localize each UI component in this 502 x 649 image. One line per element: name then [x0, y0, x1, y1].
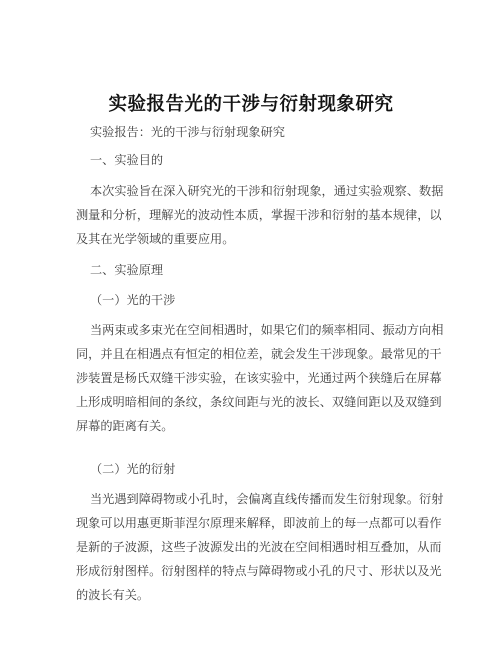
- paragraph-line: 当光遇到障碍物或小孔时，会偏离直线传播而发生衍射现象。衍射: [90, 492, 444, 506]
- document-subtitle: 实验报告：光的干涉与衍射现象研究: [90, 125, 285, 139]
- paragraph-line: 同，并且在相遇点有恒定的相位差，就会发生干涉现象。最常见的干: [76, 347, 442, 361]
- section-heading-purpose: 一、实验目的: [90, 153, 164, 167]
- paragraph-purpose: [76, 183, 444, 255]
- paragraph-line: 现象可以用惠更斯菲涅尔原理来解释，即波前上的每一点都可以看作: [76, 516, 442, 530]
- paragraph-line: 及其在光学领域的重要应用。: [76, 232, 235, 246]
- paragraph-diffraction: [76, 491, 444, 611]
- section-heading-principle: 二、实验原理: [90, 263, 164, 277]
- subsection-heading-diffraction: （二）光的衍射: [90, 462, 176, 476]
- paragraph-line: 是新的子波源，这些子波源发出的光波在空间相遇时相互叠加，从而: [76, 540, 442, 554]
- paragraph-line: 屏幕的距离有关。: [76, 419, 174, 433]
- paragraph-line: 涉装置是杨氏双缝干涉实验，在该实验中，光通过两个狭缝后在屏幕: [76, 371, 442, 385]
- paragraph-line: 上形成明暗相间的条纹，条纹间距与光的波长、双缝间距以及双缝到: [76, 395, 442, 409]
- paragraph-line: 形成衍射图样。衍射图样的特点与障碍物或小孔的尺寸、形状以及光: [76, 564, 442, 578]
- paragraph-line: 的波长有关。: [76, 588, 150, 602]
- paragraph-interference: [76, 322, 444, 442]
- paragraph-line: 测量和分析，理解光的波动性本质，掌握干涉和衍射的基本规律，以: [76, 208, 442, 222]
- document-title: 实验报告光的干涉与衍射现象研究: [108, 94, 394, 115]
- paragraph-line: 本次实验旨在深入研究光的干涉和衍射现象，通过实验观察、数据: [90, 184, 444, 198]
- subsection-heading-interference: （一）光的干涉: [90, 293, 176, 307]
- paragraph-line: 当两束或多束光在空间相遇时，如果它们的频率相同、振动方向相: [90, 323, 444, 337]
